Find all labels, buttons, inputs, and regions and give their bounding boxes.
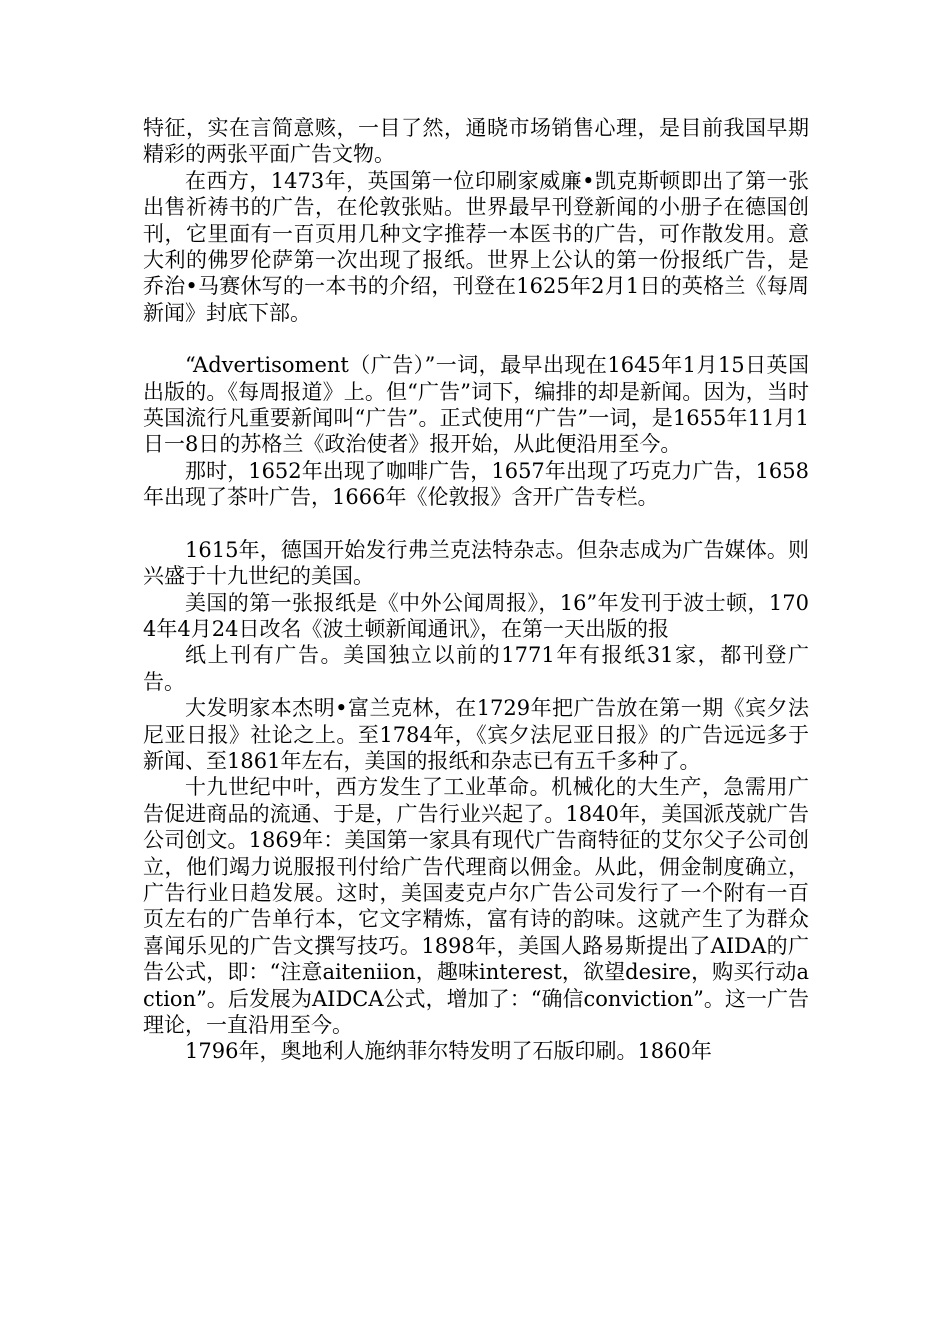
paragraph-9: 十九世纪中叶，西方发生了工业革命。机械化的大生产，急需用广告促进商品的流通、于是，广告行业兴起了。1840年，美国派茂就广告公司创文。1869年：美国第一家具有现代广告商特征的艾尔父子公司创立，他们竭力说服报刊付给广告代理商以佣金。从此，佣金制度确立，广告行业日趋发展。这时，美国麦克卢尔广告公司发行了一个附有一百页左右的广告单行本，它文字精炼，富有诗的韵味。这就产生了为群众喜闻乐见的广告文撰写技巧。1898年，美国人路易斯提出了AIDA的广告公式，即：“注意aiteniion，趣味interest，欲望desire，购买行动action”。后发展为AIDCA公式，增加了：“确信conviction”。这一广告理论，一直沿用至今。 — [143, 775, 809, 1037]
paragraph-4: 那时，1652年出现了咖啡广告，1657年出现了巧克力广告，1658年出现了茶叶广告，1666年《伦敦报》含开广告专栏。 — [143, 458, 809, 510]
paragraph-3: “Advertisoment（广告）”一词，最早出现在1645年1月15日英国出版的。《每周报道》上。但“广告”词下，编排的却是新闻。因为，当时英国流行凡重要新闻叫“广告”。正式使用“广告”一词，是1655年11月1日一8日的苏格兰《政治使者》报开始，从此便沿用至今。 — [143, 353, 809, 457]
paragraph-5: 1615年，德国开始发行弗兰克法特杂志。但杂志成为广告媒体。则兴盛于十九世纪的美国。 — [143, 537, 809, 589]
paragraph-8: 大发明家本杰明•富兰克林，在1729年把广告放在第一期《宾夕法尼亚日报》社论之上。至1784年，《宾夕法尼亚日报》的广告远远多于新闻、至1861年左右，美国的报纸和杂志已有五千多种了。 — [143, 696, 809, 773]
paragraph-7: 纸上刊有广告。美国独立以前的1771年有报纸31家，都刊登广告。 — [143, 643, 809, 694]
paragraph-10: 1796年，奥地利人施纳菲尔特发明了石版印刷。1860年 — [185, 1039, 712, 1064]
paragraph-6: 美国的第一张报纸是《中外公闻周报》，16”年发刊于波士顿，1704年4月24日改名《波土顿新闻通讯》，在第一天出版的报 — [143, 590, 809, 641]
paragraph-2: 在西方，1473年，英国第一位印刷家威廉•凯克斯顿即出了第一张出售祈祷书的广告，在伦敦张贴。世界最早刊登新闻的小册子在德国创刊，它里面有一百页用几种文字推荐一本医书的广告，可作散发用。意大利的佛罗伦萨第一次出现了报纸。世界上公认的第一份报纸广告，是乔治•马赛休写的一本书的介绍，刊登在1625年2月1日的英格兰《每周新闻》封底下部。 — [143, 168, 809, 325]
document-body — [143, 115, 809, 1065]
paragraph-1: 特征，实在言简意赅，一目了然，通晓市场销售心理，是目前我国早期精彩的两张平面广告文物。 — [143, 116, 809, 167]
